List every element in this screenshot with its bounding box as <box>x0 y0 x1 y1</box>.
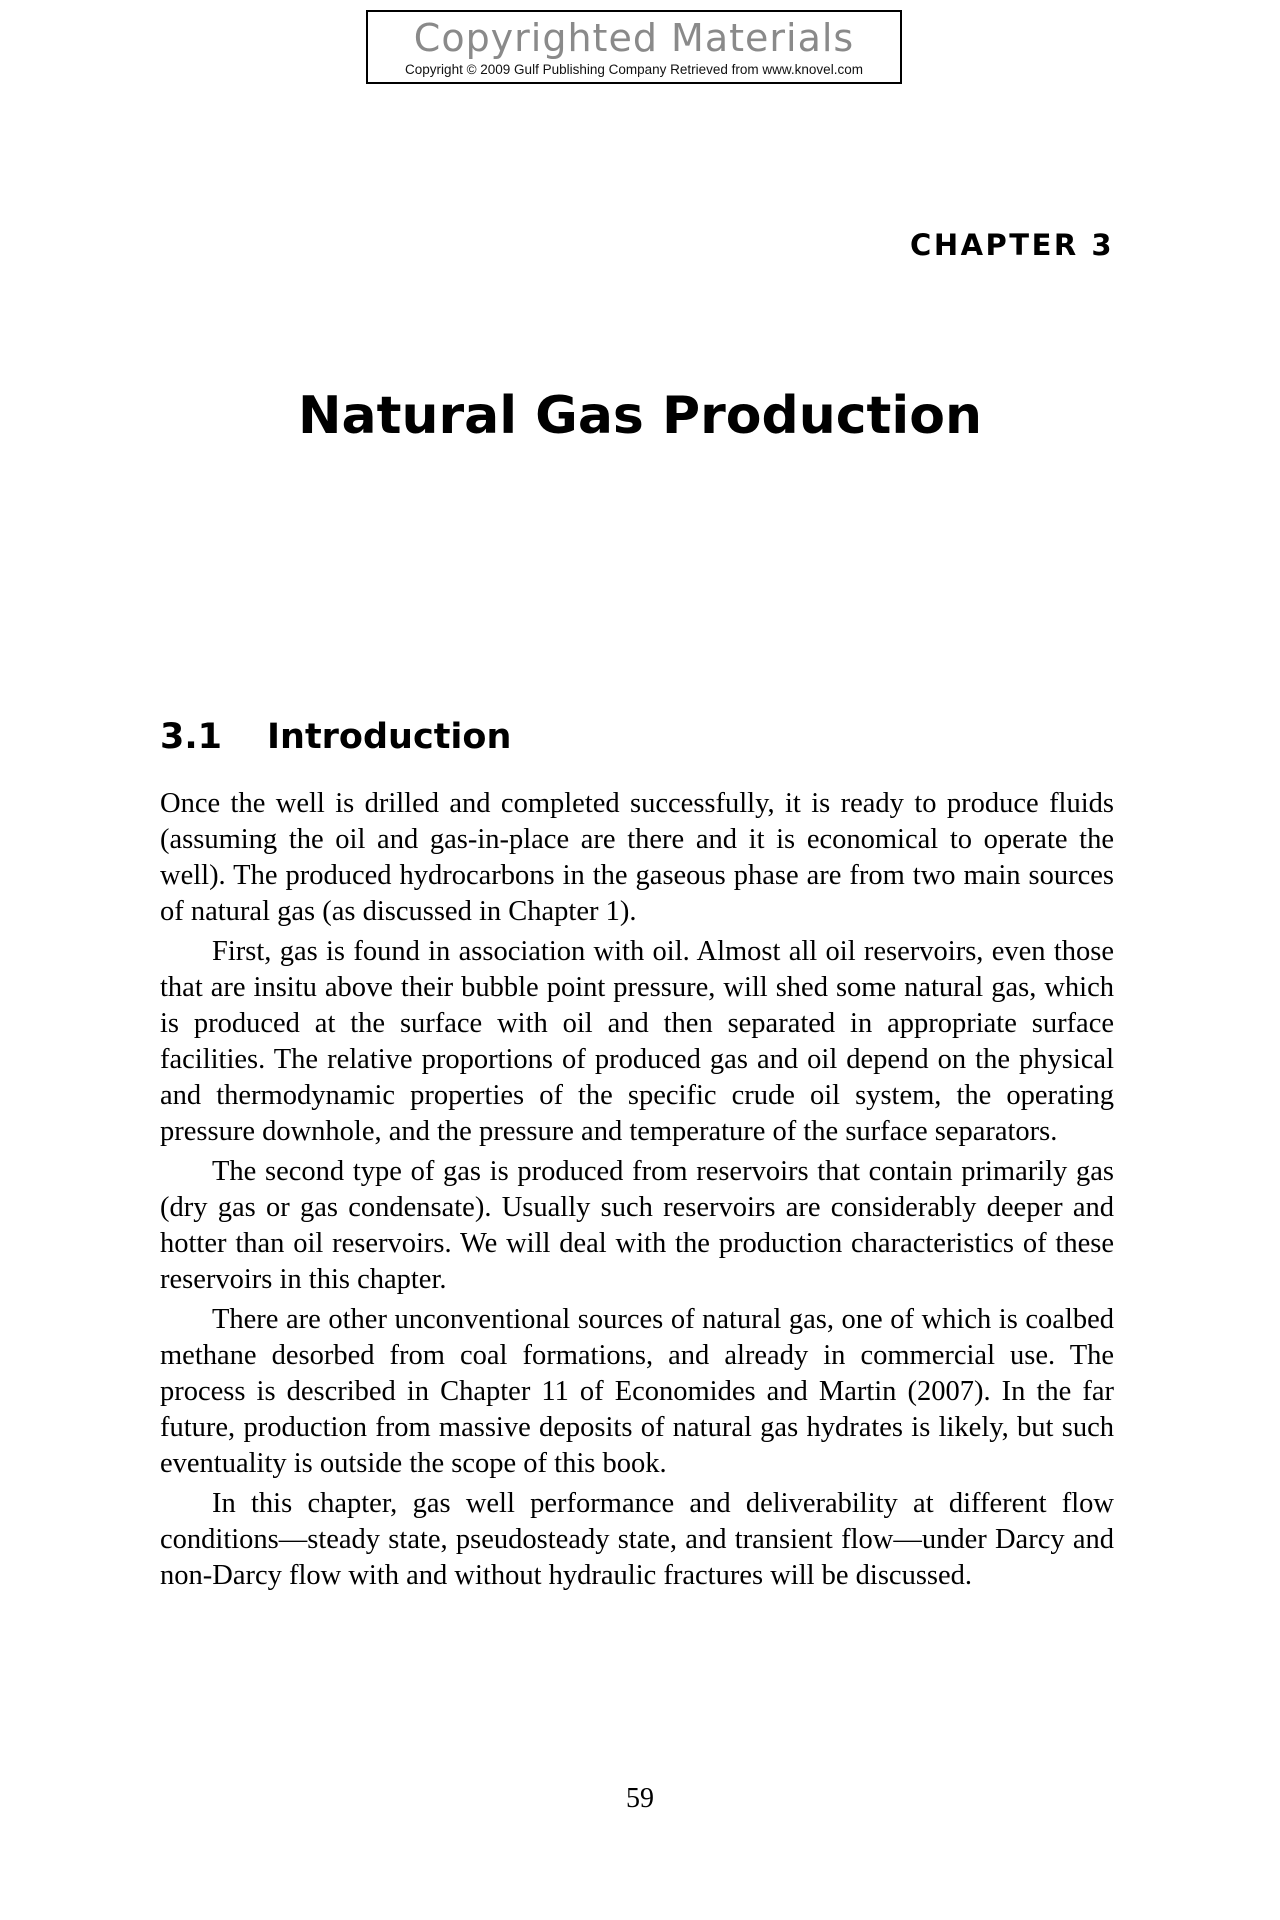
section-title: Introduction <box>267 717 512 757</box>
paragraph: Once the well is drilled and completed successfully, it is ready to produce fluids (assuming the oil and gas-in-place are there and it is economical to operate the well). The produced hydrocarbons in the gaseous phase are from two main sources of natural gas (as discussed in Chapter 1). <box>160 788 1114 927</box>
paragraph: The second type of gas is produced from reservoirs that contain primarily gas (dry gas or gas condensate). Usually such reservoirs are considerably deeper and hotter than oil reservoirs. We will deal with the production characteristics of these reservoirs in this chapter. <box>160 1156 1114 1295</box>
paragraph: First, gas is found in association with oil. Almost all oil reservoirs, even those that are insitu above their bubble point pressure, will shed some natural gas, which is produced at the surface with oil and then separated in appropriate surface facilities. The relative proportions of produced gas and oil depend on the physical and thermodynamic properties of the specific crude oil system, the operating pressure downhole, and the pressure and temperature of the surface separators. <box>160 936 1114 1147</box>
body-text <box>160 786 1114 1598</box>
section-number: 3.1 <box>160 717 223 757</box>
copyright-title: Copyrighted Materials <box>413 16 855 60</box>
chapter-label: CHAPTER 3 <box>910 228 1114 262</box>
copyright-line: Copyright © 2009 Gulf Publishing Company Retrieved from www.knovel.com <box>405 62 863 77</box>
chapter-title: Natural Gas Production <box>298 386 982 446</box>
page-number: 59 <box>626 1783 654 1814</box>
paragraph: In this chapter, gas well performance and deliverability at different flow conditions—steady state, pseudosteady state, and transient flow—under Darcy and non-Darcy flow with and without hydraulic fractures will be discussed. <box>160 1488 1114 1591</box>
section-heading <box>160 715 511 759</box>
copyright-notice <box>366 10 902 84</box>
paragraph: There are other unconventional sources of natural gas, one of which is coalbed methane desorbed from coal formations, and already in commercial use. The process is described in Chapter 11 of Economides and Martin (2007). In the far future, production from massive deposits of natural gas hydrates is likely, but such eventuality is outside the scope of this book. <box>160 1304 1114 1479</box>
